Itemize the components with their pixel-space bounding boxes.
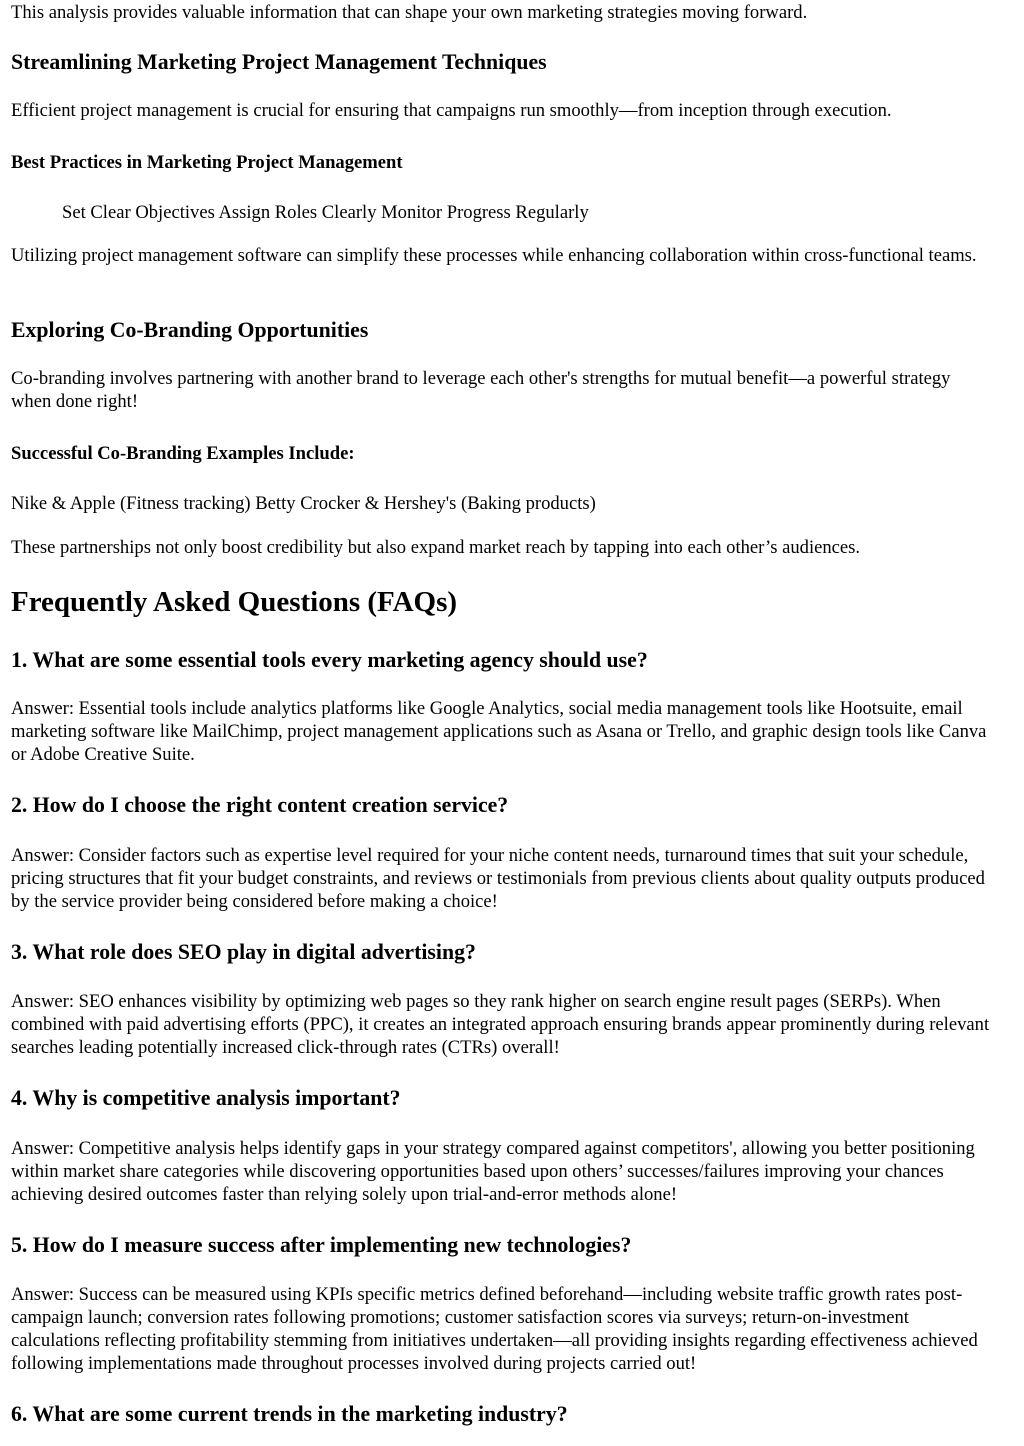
faq-question-5: 5. How do I measure success after implementing new technologies?: [11, 1233, 632, 1257]
best-practices-list: Set Clear Objectives Assign Roles Clearly Monitor Progress Regularly: [62, 202, 589, 223]
faq-answer-5: Answer: Success can be measured using KPIs specific metrics defined beforehand—including website traffic growth rates post-campaign launch; conversion rates following promotions; customer satisfaction scores via surveys; return-on-investment calculations reflecting profitability stemming from initiatives undertaken—all providing insights regarding effectiveness achieved following implementations made throughout processes involved during projects carried out!: [11, 1284, 978, 1374]
subheading-co-branding-examples: Successful Co-Branding Examples Include:: [11, 443, 355, 464]
faq-answer-1: Answer: Essential tools include analytics platforms like Google Analytics, social media management tools like Hootsuite, email marketing software like MailChimp, project management applications such as Asana or Trello, and graphic design tools like Canva or Adobe Creative Suite.: [11, 698, 987, 765]
faq-answer-2: Answer: Consider factors such as expertise level required for your niche content needs, turnaround times that suit your schedule, pricing structures that fit your budget constraints, and reviews or testimonials from previous clients about quality outputs produced by the service provider being considered before making a choice!: [11, 845, 985, 912]
section-heading-co-branding: Exploring Co-Branding Opportunities: [11, 318, 369, 342]
project-software-paragraph: Utilizing project management software can simplify these processes while enhancing collaboration within cross-functional teams.: [11, 245, 977, 266]
project-management-paragraph: Efficient project management is crucial for ensuring that campaigns run smoothly—from inception through execution.: [11, 100, 892, 121]
faq-question-3: 3. What role does SEO play in digital advertising?: [11, 940, 476, 964]
co-branding-examples-list: Nike & Apple (Fitness tracking) Betty Crocker & Hershey's (Baking products): [11, 493, 596, 514]
faq-answer-3: Answer: SEO enhances visibility by optimizing web pages so they rank higher on search engine result pages (SERPs). When combined with paid advertising efforts (PPC), it creates an integrated approach ensuring brands appear prominently during relevant searches leading potentially increased click-through rates (CTRs) overall!: [11, 991, 990, 1058]
section-heading-project-management: Streamlining Marketing Project Management Techniques: [11, 50, 547, 74]
faq-question-2: 2. How do I choose the right content creation service?: [11, 793, 509, 817]
subheading-best-practices: Best Practices in Marketing Project Management: [11, 152, 403, 173]
partnerships-paragraph: These partnerships not only boost credibility but also expand market reach by tapping into each other’s audiences.: [11, 537, 861, 558]
faq-question-4: 4. Why is competitive analysis important?: [11, 1086, 401, 1110]
intro-paragraph: This analysis provides valuable information that can shape your own marketing strategies moving forward.: [11, 2, 808, 23]
faq-question-6: 6. What are some current trends in the marketing industry?: [11, 1402, 568, 1426]
faq-answer-4: Answer: Competitive analysis helps identify gaps in your strategy compared against competitors', allowing you better positioning within market share categories while discovering opportunities based upon others’ successes/failures improving your chances achieving desired outcomes faster than relying solely upon trial-and-error methods alone!: [11, 1138, 975, 1205]
faq-heading: Frequently Asked Questions (FAQs): [11, 586, 458, 618]
faq-question-1: 1. What are some essential tools every marketing agency should use?: [11, 648, 648, 672]
co-branding-paragraph: Co-branding involves partnering with another brand to leverage each other's strengths for mutual benefit—a powerful strategy when done right!: [11, 368, 951, 412]
